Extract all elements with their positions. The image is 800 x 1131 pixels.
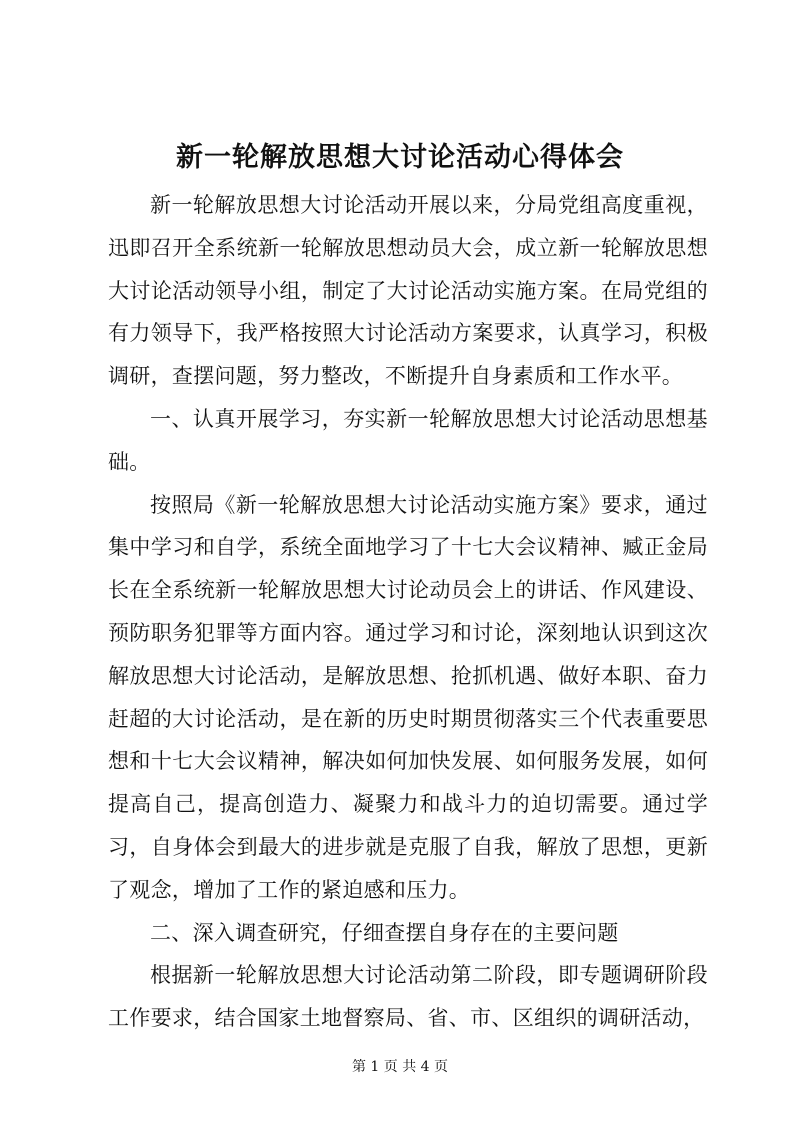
section-heading-1: 一、认真开展学习，夯实新一轮解放思想大讨论活动思想基础。 xyxy=(108,406,708,474)
paragraph-research: 根据新一轮解放思想大讨论活动第二阶段，即专题调研阶段工作要求，结合国家土地督察局、省、市、区组织的调研活动， xyxy=(108,963,708,1031)
page-footer: 第 1 页 共 4 页 xyxy=(351,1059,449,1075)
page-title: 新一轮解放思想大讨论活动心得体会 xyxy=(176,142,624,173)
paragraph-study: 按照局《新一轮解放思想大讨论活动实施方案》要求，通过集中学习和自学，系统全面地学习了十七大会议精神、臧正金局长在全系统新一轮解放思想大讨论动员会上的讲话、作风建设、预防职务犯罪等方面内容。通过学习和讨论，深刻地认识到这次解放思想大讨论活动，是解放思想、抢抓机遇、做好本职、奋力赶超的大讨论活动，是在新的历史时期贯彻落实三个代表重要思想和十七大会议精神，解决如何加快发展、如何服务发展，如何提高自己，提高创造力、凝聚力和战斗力的迫切需要。通过学习，自身体会到最大的进步就是克服了自我，解放了思想，更新了观念，增加了工作的紧迫感和压力。 xyxy=(108,492,708,902)
section-heading-2: 二、深入调查研究，仔细查摆自身存在的主要问题 xyxy=(150,920,619,945)
document-body xyxy=(108,184,708,1040)
paragraph-intro: 新一轮解放思想大讨论活动开展以来，分局党组高度重视，迅即召开全系统新一轮解放思想动员大会，成立新一轮解放思想大讨论活动领导小组，制定了大讨论活动实施方案。在局党组的有力领导下，我严格按照大讨论活动方案要求，认真学习，积极调研，查摆问题，努力整改，不断提升自身素质和工作水平。 xyxy=(108,193,708,389)
